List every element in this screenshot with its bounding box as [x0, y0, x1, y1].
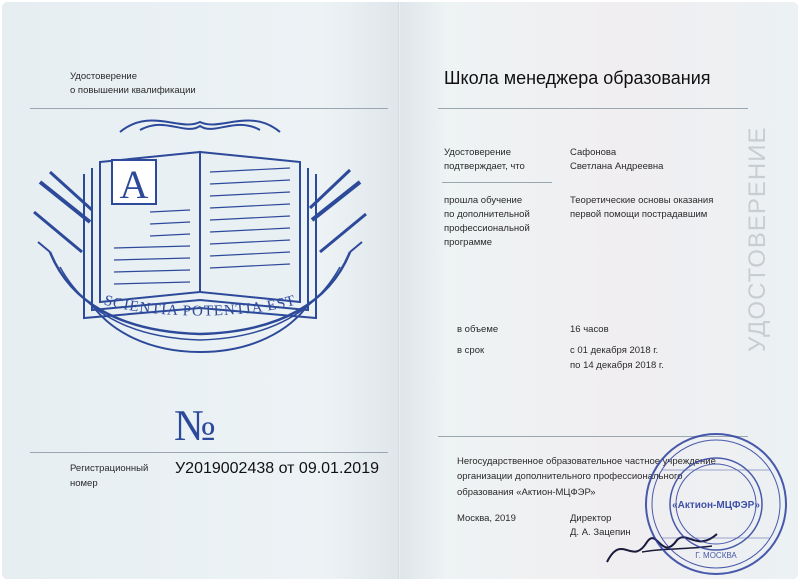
program-label-line1: прошла обучение	[444, 195, 523, 206]
school-title: Школа менеджера образования	[444, 68, 711, 88]
term-label: в срок	[457, 345, 485, 356]
emblem-letter: A	[119, 162, 149, 207]
program-label-line2: по дополнительной	[444, 209, 530, 220]
divider	[442, 182, 552, 183]
program-label-line3: профессиональной	[444, 223, 530, 234]
doc-type-line1: Удостоверение	[70, 71, 138, 82]
organization-stamp	[642, 430, 790, 578]
org-line1: Негосударственное образовательное частное учреждение	[457, 456, 716, 467]
org-line2: организации дополнительного профессионального	[457, 471, 683, 482]
term-start: с 01 декабря 2018 г.	[570, 345, 659, 356]
volume-label: в объеме	[457, 324, 499, 335]
program-line2: первой помощи пострадавшим	[570, 209, 708, 220]
emblem-banner-text: SCIENTIA POTENTIA EST	[102, 292, 298, 320]
divider	[30, 452, 388, 453]
reg-label-line1: Регистрационный	[70, 463, 149, 474]
org-line3: образования «Актион-МЦФЭР»	[457, 487, 596, 498]
registration-number: У2019002438 от 09.01.2019	[175, 460, 379, 477]
certificate	[2, 2, 798, 579]
reg-label-line2: номер	[70, 478, 98, 489]
program-label-line4: программе	[444, 237, 493, 248]
holder-surname: Сафонова	[570, 147, 617, 158]
director-label: Директор	[570, 513, 612, 524]
number-sign: №	[174, 401, 216, 450]
director-name: Д. А. Зацепин	[570, 527, 631, 538]
cert-label-line1: Удостоверение	[444, 147, 512, 158]
cert-label-line2: подтверждает, что	[444, 161, 525, 172]
stamp-city-text: Г. МОСКВА	[695, 551, 737, 560]
divider	[438, 108, 748, 109]
book-emblem-icon	[30, 102, 370, 372]
city-year: Москва, 2019	[457, 513, 516, 524]
doc-type-line2: о повышении квалификации	[70, 85, 196, 96]
stamp-center-text: «Актион-МЦФЭР»	[672, 500, 760, 511]
term-end: по 14 декабря 2018 г.	[570, 360, 664, 371]
program-line1: Теоретические основы оказания	[570, 195, 714, 206]
holder-given-names: Светлана Андреевна	[570, 161, 664, 172]
vertical-title: УДОСТОВЕРЕНИЕ	[744, 126, 771, 352]
volume-value: 16 часов	[570, 324, 609, 335]
left-page	[2, 2, 400, 579]
